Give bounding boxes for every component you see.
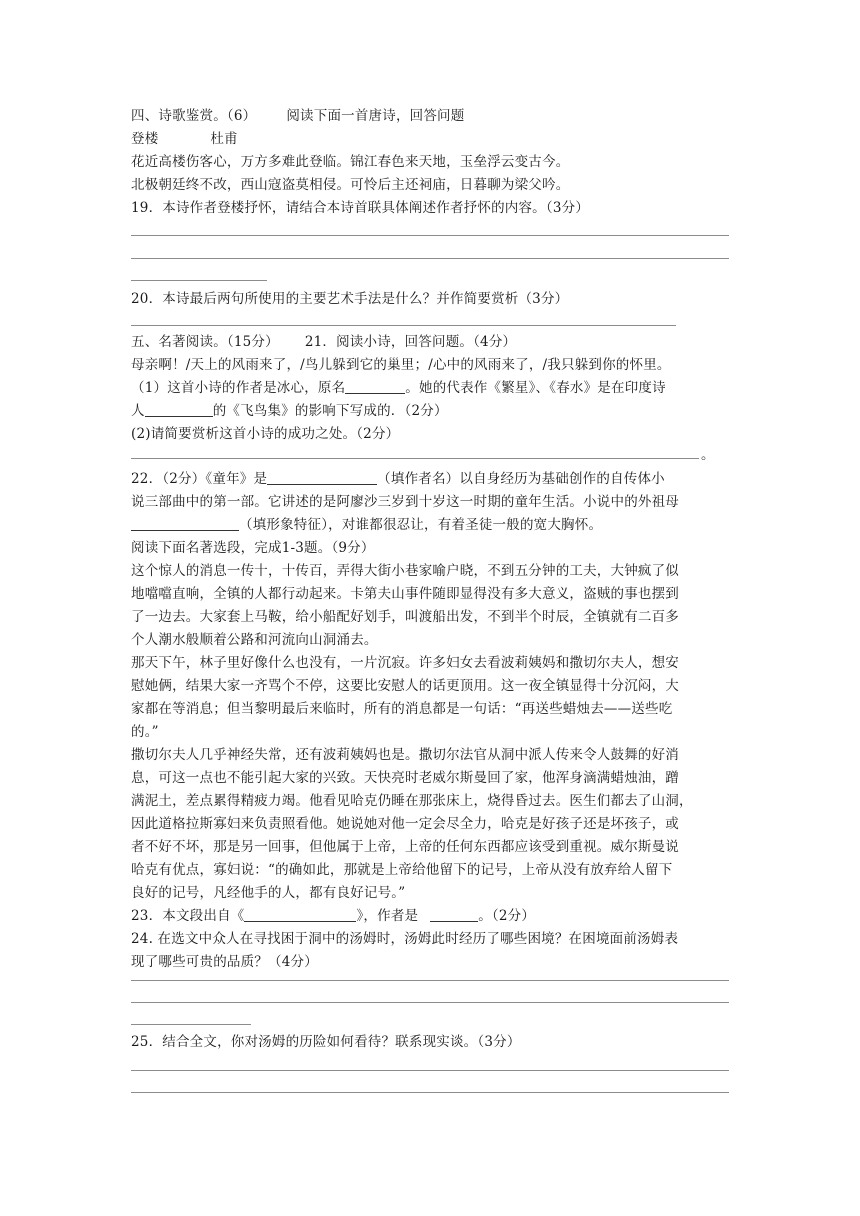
passage-line: 地噹噹直响，全镇的人都行动起来。卡第夫山事件随即显得没有多大意义，盗贼的事也摆到 bbox=[131, 586, 679, 602]
mother-poem: 母亲啊！/天上的风雨来了，/鸟儿躲到它的巢里；/心中的风雨来了，/我只躲到你的怀里。 bbox=[131, 357, 671, 373]
passage-line: 了一边去。大家套上马鞍，给小船配好划手，叫渡船出发，不到半个时辰，全镇就有二百多 bbox=[131, 609, 679, 625]
passage-line: 这个惊人的消息一传十，十传百，弄得大街小巷家喻户晓，不到五分钟的工夫，大钟疯了似 bbox=[131, 563, 679, 579]
passage-line: 满泥土，差点累得精疲力竭。他看见哈克仍睡在那张床上，烧得昏过去。医生们都去了山洞， bbox=[131, 793, 693, 809]
answer-line[interactable] bbox=[131, 235, 729, 236]
question-22-line2: 说三部曲中的第一部。它讲述的是阿廖沙三岁到十岁这一时期的童年生活。小说中的外祖母 bbox=[131, 494, 679, 510]
question-21-1-line1: （1）这首小诗的作者是冰心，原名 。她的代表作《繁星》、《春水》是在印度诗 bbox=[131, 380, 666, 396]
question-21-1-line2: 人 的《飞鸟集》的影响下写成的．（2分） bbox=[131, 403, 448, 419]
answer-line[interactable] bbox=[131, 458, 699, 459]
answer-line[interactable] bbox=[131, 1002, 729, 1003]
poem-author: 杜甫 bbox=[210, 131, 238, 147]
question-19: 19．本诗作者登楼抒怀，请结合本诗首联具体阐述作者抒怀的内容。（3分） bbox=[131, 200, 590, 216]
answer-line[interactable] bbox=[131, 1024, 251, 1025]
reading-intro: 阅读下面名著选段，完成1-3题。（9分） bbox=[131, 540, 375, 556]
answer-line[interactable] bbox=[131, 280, 267, 281]
answer-line[interactable] bbox=[131, 980, 729, 981]
poem-instruction: 阅读下面一首唐诗，回答问题 bbox=[286, 108, 465, 124]
blank-author[interactable] bbox=[267, 470, 377, 485]
question-23: 23．本文段出自《 》，作者是 。（2分） bbox=[131, 908, 536, 924]
passage-line: 撒切尔夫人几乎神经失常，还有波莉姨妈也是。撒切尔法官从洞中派人传来令人鼓舞的好消 bbox=[131, 747, 679, 763]
passage-line: 慰她俩，结果大家一齐骂个不停，这要比安慰人的话更顶用。这一夜全镇显得十分沉闷，大 bbox=[131, 678, 679, 694]
poem-heading-line bbox=[131, 107, 464, 125]
question-24-line2: 现了哪些可贵的品质？（4分） bbox=[131, 954, 318, 970]
answer-line[interactable] bbox=[131, 325, 676, 326]
blank-book-title[interactable] bbox=[244, 907, 356, 922]
question-21-2: (2)请简要赏析这首小诗的成功之处。（2分） bbox=[131, 426, 400, 442]
question-22-line3: （填形象特征），对谁都很忍让，有着圣徒一般的宽大胸怀。 bbox=[131, 516, 602, 534]
end-mark: 。 bbox=[701, 447, 715, 463]
passage-line: 因此道格拉斯寡妇来负责照看他。她说她对他一定会尽全力，哈克是好孩子还是坏孩子，或 bbox=[131, 816, 679, 832]
answer-line[interactable] bbox=[131, 258, 729, 259]
blank-poet-name[interactable] bbox=[145, 402, 213, 417]
question-25: 25．结合全文，你对汤姆的历险如何看待？联系现实谈。（3分） bbox=[131, 1034, 521, 1050]
blank-original-name[interactable] bbox=[345, 379, 405, 394]
section5-heading-line bbox=[131, 333, 516, 351]
poem-title-line bbox=[131, 130, 238, 148]
blank-trait[interactable] bbox=[131, 516, 239, 531]
passage-line: 息，可这一点也不能引起大家的兴致。天快亮时老威尔斯曼回了家，他浑身滴满蜡烛油，蹭 bbox=[131, 770, 679, 786]
question-24-line1: 24. 在选文中众人在寻找困于洞中的汤姆时，汤姆此时经历了哪些困境？在困境面前汤姆表 bbox=[131, 931, 679, 947]
passage-line: 者不好不坏，那是另一回事，但他属于上帝，上帝的任何东西都应该受到重视。威尔斯曼说 bbox=[131, 839, 679, 855]
answer-line[interactable] bbox=[131, 1070, 729, 1071]
answer-line[interactable] bbox=[131, 1092, 729, 1093]
passage-line: 良好的记号，凡经他手的人，都有良好记号。” bbox=[131, 885, 406, 901]
passage-line: 那天下午，林子里好像什么也没有，一片沉寂。许多妇女去看波莉姨妈和撒切尔夫人，想安 bbox=[131, 655, 679, 671]
passage-line: 个人潮水般顺着公路和河流向山洞涌去。 bbox=[131, 632, 378, 648]
question-21: 21．阅读小诗，回答问题。（4分） bbox=[304, 334, 517, 350]
poem-title: 登楼 bbox=[131, 131, 159, 147]
question-20: 20．本诗最后两句所使用的主要艺术手法是什么？并作简要赏析（3分） bbox=[131, 291, 569, 307]
blank-book-author[interactable] bbox=[430, 907, 478, 922]
passage-line: 哈克有优点，寡妇说：“的确如此，那就是上帝给他留下的记号，上帝从没有放弃给人留下 bbox=[131, 862, 673, 878]
passage-line: 的。” bbox=[131, 724, 159, 740]
poem-line-1: 花近高楼伤客心，万方多难此登临。锦江春色来天地，玉垒浮云变古今。 bbox=[131, 154, 570, 170]
section5-heading: 五、名著阅读。（15分） bbox=[131, 334, 279, 350]
section4-heading: 四、诗歌鉴赏。（6） bbox=[131, 108, 257, 124]
question-22-line1: 22．（2分）《童年》是 （填作者名）以自身经历为基础创作的自传体小 bbox=[131, 471, 665, 487]
passage-line: 家都在等消息；但当黎明最后来临时，所有的消息都是一句话：“再送些蜡烛去——送些吃 bbox=[131, 701, 673, 717]
poem-line-2: 北极朝廷终不改，西山寇盗莫相侵。可怜后主还祠庙，日暮聊为梁父吟。 bbox=[131, 177, 570, 193]
